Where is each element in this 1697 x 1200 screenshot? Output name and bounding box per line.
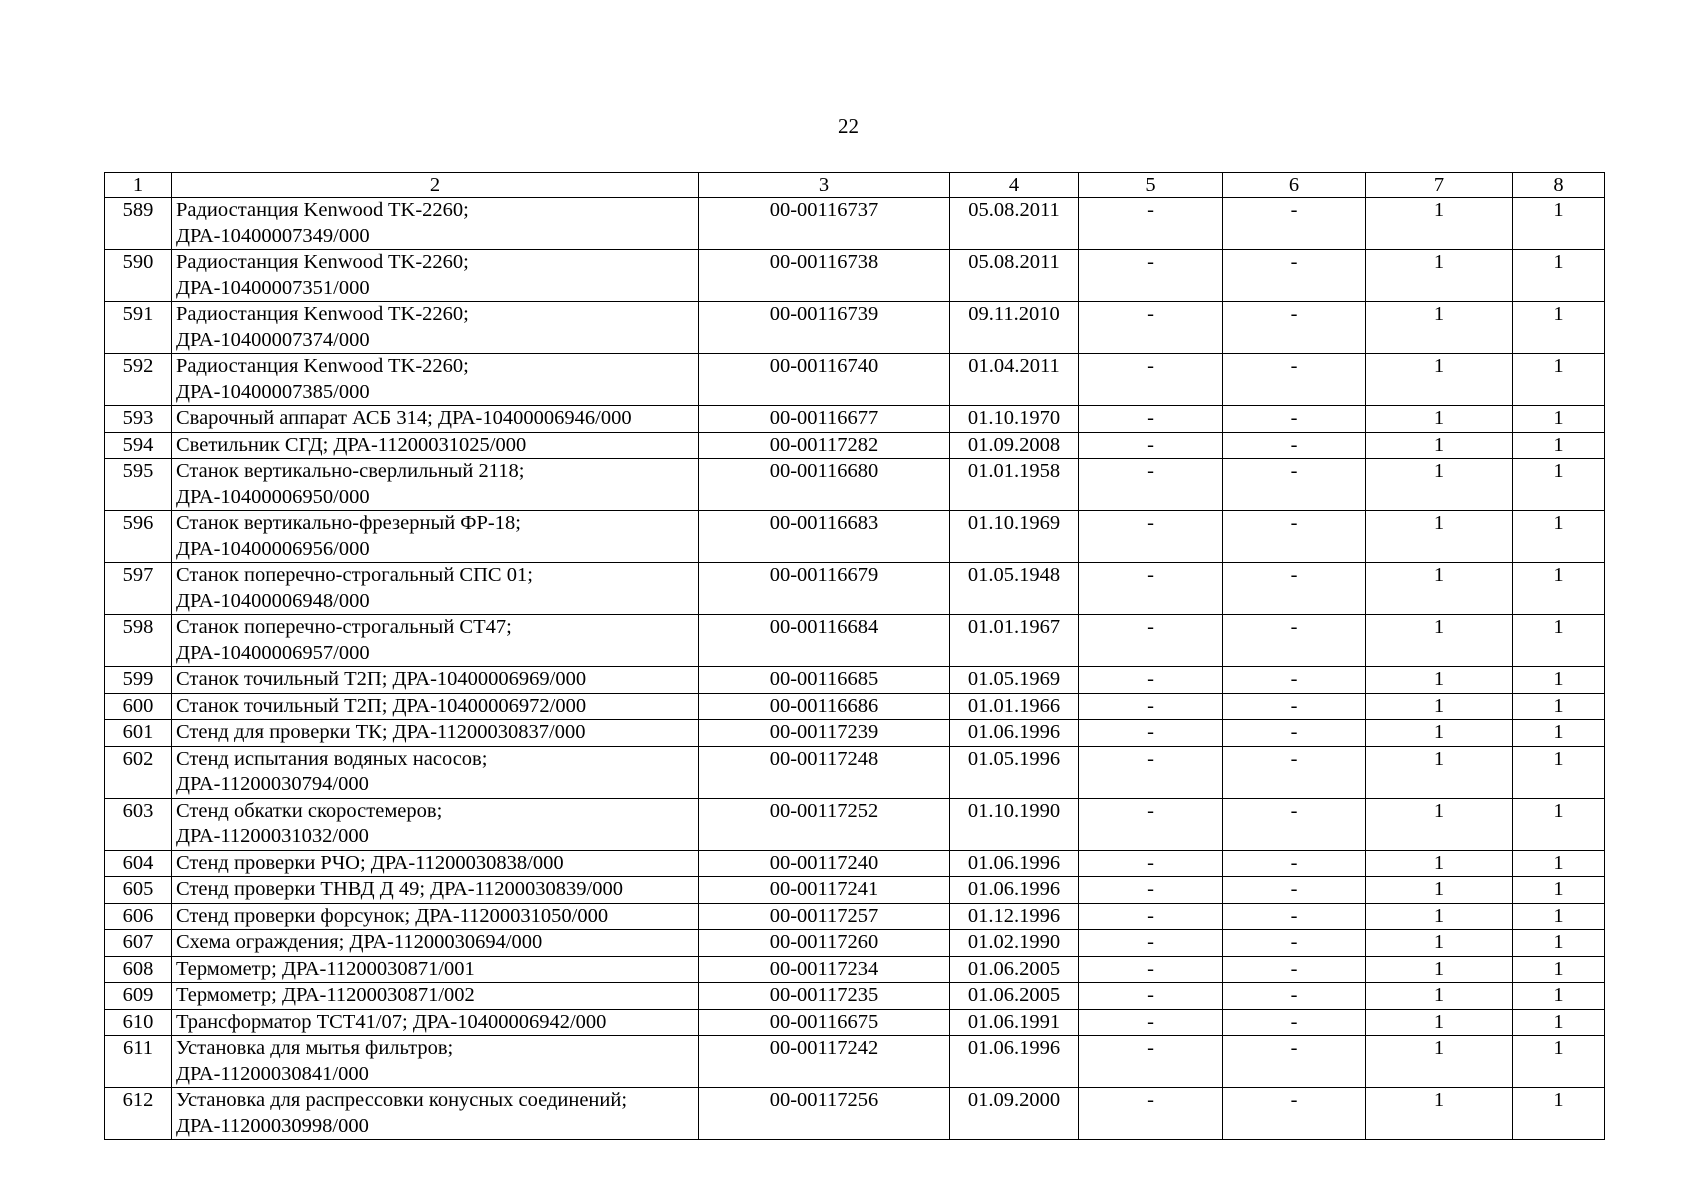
item-name-line: Стенд проверки РЧО; ДРА-11200030838/000 [176, 851, 564, 874]
column-5-cell: - [1079, 250, 1223, 302]
inventory-number-cell: 00-00116738 [699, 250, 950, 302]
row-number-cell: 604 [105, 850, 172, 877]
column-8-cell: 1 [1513, 1036, 1605, 1088]
column-7-cell: 1 [1366, 511, 1513, 563]
column-6-cell: - [1223, 406, 1366, 433]
item-name-cell [172, 250, 699, 302]
table-row [105, 354, 1605, 406]
date-cell: 01.09.2008 [950, 432, 1079, 459]
item-name-line: ДРА-10400006950/000 [176, 485, 370, 508]
column-6-cell: - [1223, 615, 1366, 667]
inventory-number-cell: 00-00116680 [699, 459, 950, 511]
column-5-cell: - [1079, 406, 1223, 433]
column-5-cell: - [1079, 667, 1223, 694]
item-name-line: Станок поперечно-строгальный СПС 01; [176, 564, 533, 586]
table-row [105, 1009, 1605, 1036]
item-name-cell [172, 693, 699, 720]
item-name-cell [172, 459, 699, 511]
item-name-cell [172, 667, 699, 694]
item-name-line: ДРА-11200030841/000 [176, 1062, 369, 1085]
column-header: 2 [172, 173, 699, 198]
date-cell: 01.10.1969 [950, 511, 1079, 563]
column-8-cell: 1 [1513, 302, 1605, 354]
inventory-number-cell: 00-00117241 [699, 877, 950, 904]
column-7-cell: 1 [1366, 798, 1513, 850]
item-name-line: Установка для мытья фильтров; [176, 1037, 454, 1059]
row-number-cell: 612 [105, 1088, 172, 1140]
inventory-number-cell: 00-00116740 [699, 354, 950, 406]
date-cell: 01.10.1970 [950, 406, 1079, 433]
column-5-cell: - [1079, 1009, 1223, 1036]
date-cell: 01.02.1990 [950, 930, 1079, 957]
column-7-cell: 1 [1366, 903, 1513, 930]
row-number-cell: 595 [105, 459, 172, 511]
column-6-cell: - [1223, 798, 1366, 850]
column-header: 6 [1223, 173, 1366, 198]
date-cell: 01.05.1948 [950, 563, 1079, 615]
row-number-cell: 609 [105, 983, 172, 1010]
item-name-line: Схема ограждения; ДРА-11200030694/000 [176, 931, 543, 953]
inventory-number-cell: 00-00116675 [699, 1009, 950, 1036]
column-8-cell: 1 [1513, 432, 1605, 459]
column-8-cell: 1 [1513, 615, 1605, 667]
column-5-cell: - [1079, 302, 1223, 354]
column-7-cell: 1 [1366, 746, 1513, 798]
row-number-cell: 602 [105, 746, 172, 798]
item-name-line: ДРА-10400006948/000 [176, 589, 370, 612]
column-8-cell: 1 [1513, 406, 1605, 433]
column-7-cell: 1 [1366, 720, 1513, 747]
column-header: 8 [1513, 173, 1605, 198]
inventory-number-cell: 00-00117257 [699, 903, 950, 930]
column-6-cell: - [1223, 1088, 1366, 1140]
column-7-cell: 1 [1366, 667, 1513, 694]
table-row [105, 563, 1605, 615]
inventory-number-cell: 00-00116683 [699, 511, 950, 563]
column-6-cell: - [1223, 1009, 1366, 1036]
item-name-cell [172, 850, 699, 877]
item-name-cell [172, 198, 699, 250]
row-number-cell: 599 [105, 667, 172, 694]
date-cell: 01.06.1996 [950, 1036, 1079, 1088]
table-row [105, 720, 1605, 747]
item-name-cell [172, 406, 699, 433]
column-7-cell: 1 [1366, 459, 1513, 511]
table-header-row [105, 173, 1605, 198]
table-row [105, 302, 1605, 354]
item-name-cell [172, 930, 699, 957]
table-row [105, 956, 1605, 983]
row-number-cell: 611 [105, 1036, 172, 1088]
item-name-cell [172, 432, 699, 459]
column-8-cell: 1 [1513, 250, 1605, 302]
inventory-number-cell: 00-00117242 [699, 1036, 950, 1088]
item-name-line: Установка для распрессовки конусных соединений; [176, 1089, 628, 1111]
column-8-cell: 1 [1513, 354, 1605, 406]
row-number-cell: 608 [105, 956, 172, 983]
column-6-cell: - [1223, 432, 1366, 459]
date-cell: 01.04.2011 [950, 354, 1079, 406]
column-8-cell: 1 [1513, 798, 1605, 850]
row-number-cell: 600 [105, 693, 172, 720]
inventory-number-cell: 00-00116677 [699, 406, 950, 433]
inventory-number-cell: 00-00116686 [699, 693, 950, 720]
date-cell: 01.06.1996 [950, 720, 1079, 747]
column-5-cell: - [1079, 459, 1223, 511]
column-5-cell: - [1079, 198, 1223, 250]
column-6-cell: - [1223, 511, 1366, 563]
inventory-number-cell: 00-00117248 [699, 746, 950, 798]
column-6-cell: - [1223, 983, 1366, 1010]
row-number-cell: 598 [105, 615, 172, 667]
column-6-cell: - [1223, 354, 1366, 406]
table-row [105, 198, 1605, 250]
column-6-cell: - [1223, 720, 1366, 747]
column-6-cell: - [1223, 693, 1366, 720]
column-5-cell: - [1079, 1036, 1223, 1088]
column-6-cell: - [1223, 459, 1366, 511]
column-5-cell: - [1079, 720, 1223, 747]
column-5-cell: - [1079, 432, 1223, 459]
item-name-line: Радиостанция Kenwood TK-2260; [176, 251, 469, 273]
item-name-line: ДРА-10400006957/000 [176, 641, 370, 664]
column-8-cell: 1 [1513, 956, 1605, 983]
item-name-line: ДРА-10400007349/000 [176, 224, 370, 247]
row-number-cell: 590 [105, 250, 172, 302]
column-5-cell: - [1079, 1088, 1223, 1140]
column-8-cell: 1 [1513, 983, 1605, 1010]
row-number-cell: 603 [105, 798, 172, 850]
table-row [105, 983, 1605, 1010]
column-5-cell: - [1079, 930, 1223, 957]
date-cell: 01.06.1996 [950, 850, 1079, 877]
column-5-cell: - [1079, 693, 1223, 720]
table-row [105, 877, 1605, 904]
item-name-line: Радиостанция Kenwood TK-2260; [176, 355, 469, 377]
row-number-cell: 610 [105, 1009, 172, 1036]
column-7-cell: 1 [1366, 877, 1513, 904]
table-row [105, 250, 1605, 302]
item-name-line: Термометр; ДРА-11200030871/002 [176, 984, 475, 1006]
column-5-cell: - [1079, 903, 1223, 930]
item-name-line: Светильник СГД; ДРА-11200031025/000 [176, 433, 527, 456]
table-row [105, 930, 1605, 957]
item-name-line: Термометр; ДРА-11200030871/001 [176, 957, 475, 980]
table-row [105, 406, 1605, 433]
table-row [105, 1036, 1605, 1088]
table-row [105, 432, 1605, 459]
date-cell: 01.05.1996 [950, 746, 1079, 798]
item-name-line: Станок точильный Т2П; ДРА-10400006972/000 [176, 694, 587, 717]
inventory-number-cell: 00-00116684 [699, 615, 950, 667]
table-row [105, 746, 1605, 798]
item-name-cell [172, 302, 699, 354]
row-number-cell: 601 [105, 720, 172, 747]
column-6-cell: - [1223, 667, 1366, 694]
item-name-line: Стенд обкатки скоростемеров; [176, 799, 443, 822]
table-row [105, 511, 1605, 563]
asset-table [104, 172, 1605, 1140]
column-8-cell: 1 [1513, 667, 1605, 694]
inventory-number-cell: 00-00116685 [699, 667, 950, 694]
column-6-cell: - [1223, 1036, 1366, 1088]
date-cell: 01.06.1991 [950, 1009, 1079, 1036]
table-body [105, 198, 1605, 1140]
column-6-cell: - [1223, 930, 1366, 957]
column-5-cell: - [1079, 563, 1223, 615]
row-number-cell: 597 [105, 563, 172, 615]
column-5-cell: - [1079, 798, 1223, 850]
column-8-cell: 1 [1513, 693, 1605, 720]
column-8-cell: 1 [1513, 877, 1605, 904]
item-name-cell [172, 956, 699, 983]
inventory-number-cell: 00-00117239 [699, 720, 950, 747]
column-7-cell: 1 [1366, 850, 1513, 877]
column-6-cell: - [1223, 956, 1366, 983]
item-name-cell [172, 877, 699, 904]
item-name-cell [172, 511, 699, 563]
column-6-cell: - [1223, 903, 1366, 930]
item-name-line: Станок поперечно-строгальный СТ47; [176, 616, 512, 638]
row-number-cell: 606 [105, 903, 172, 930]
item-name-line: Станок точильный Т2П; ДРА-10400006969/000 [176, 668, 587, 690]
inventory-number-cell: 00-00116737 [699, 198, 950, 250]
item-name-cell [172, 1036, 699, 1088]
column-5-cell: - [1079, 877, 1223, 904]
column-header: 5 [1079, 173, 1223, 198]
column-7-cell: 1 [1366, 302, 1513, 354]
column-5-cell: - [1079, 746, 1223, 798]
column-8-cell: 1 [1513, 930, 1605, 957]
item-name-line: Станок вертикально-фрезерный ФР-18; [176, 512, 521, 534]
item-name-line: Стенд для проверки ТК; ДРА-11200030837/000 [176, 721, 586, 743]
item-name-line: ДРА-10400007385/000 [176, 380, 370, 403]
column-5-cell: - [1079, 850, 1223, 877]
table-row [105, 615, 1605, 667]
item-name-line: Трансформатор ТСТ41/07; ДРА-10400006942/000 [176, 1010, 607, 1033]
item-name-line: ДРА-10400007374/000 [176, 328, 370, 351]
inventory-number-cell: 00-00116679 [699, 563, 950, 615]
inventory-number-cell: 00-00117252 [699, 798, 950, 850]
column-8-cell: 1 [1513, 903, 1605, 930]
column-7-cell: 1 [1366, 406, 1513, 433]
date-cell: 01.01.1958 [950, 459, 1079, 511]
row-number-cell: 596 [105, 511, 172, 563]
table-row [105, 693, 1605, 720]
column-7-cell: 1 [1366, 1009, 1513, 1036]
inventory-number-cell: 00-00116739 [699, 302, 950, 354]
item-name-line: ДРА-11200030794/000 [176, 773, 369, 795]
date-cell: 01.06.1996 [950, 877, 1079, 904]
table-row [105, 1088, 1605, 1140]
item-name-cell [172, 983, 699, 1010]
row-number-cell: 592 [105, 354, 172, 406]
row-number-cell: 605 [105, 877, 172, 904]
column-5-cell: - [1079, 511, 1223, 563]
column-7-cell: 1 [1366, 563, 1513, 615]
column-7-cell: 1 [1366, 930, 1513, 957]
column-6-cell: - [1223, 850, 1366, 877]
column-6-cell: - [1223, 198, 1366, 250]
item-name-cell [172, 903, 699, 930]
item-name-line: Стенд проверки ТНВД Д 49; ДРА-11200030839/000 [176, 878, 624, 900]
inventory-number-cell: 00-00117282 [699, 432, 950, 459]
item-name-line: Радиостанция Kenwood TK-2260; [176, 199, 469, 221]
item-name-cell [172, 563, 699, 615]
date-cell: 01.01.1967 [950, 615, 1079, 667]
column-7-cell: 1 [1366, 432, 1513, 459]
inventory-number-cell: 00-00117240 [699, 850, 950, 877]
table-row [105, 850, 1605, 877]
column-7-cell: 1 [1366, 1088, 1513, 1140]
row-number-cell: 591 [105, 302, 172, 354]
column-5-cell: - [1079, 956, 1223, 983]
row-number-cell: 593 [105, 406, 172, 433]
table-row [105, 798, 1605, 850]
date-cell: 01.05.1969 [950, 667, 1079, 694]
item-name-cell [172, 1088, 699, 1140]
column-7-cell: 1 [1366, 354, 1513, 406]
inventory-number-cell: 00-00117234 [699, 956, 950, 983]
column-7-cell: 1 [1366, 250, 1513, 302]
column-8-cell: 1 [1513, 511, 1605, 563]
column-5-cell: - [1079, 354, 1223, 406]
item-name-cell [172, 1009, 699, 1036]
column-8-cell: 1 [1513, 850, 1605, 877]
item-name-cell [172, 798, 699, 850]
column-6-cell: - [1223, 563, 1366, 615]
column-5-cell: - [1079, 615, 1223, 667]
column-header: 4 [950, 173, 1079, 198]
column-8-cell: 1 [1513, 1009, 1605, 1036]
date-cell: 01.10.1990 [950, 798, 1079, 850]
item-name-line: ДРА-11200030998/000 [176, 1114, 369, 1137]
column-8-cell: 1 [1513, 198, 1605, 250]
item-name-cell [172, 354, 699, 406]
column-8-cell: 1 [1513, 746, 1605, 798]
inventory-number-cell: 00-00117235 [699, 983, 950, 1010]
row-number-cell: 607 [105, 930, 172, 957]
column-6-cell: - [1223, 302, 1366, 354]
row-number-cell: 594 [105, 432, 172, 459]
column-header: 3 [699, 173, 950, 198]
item-name-line: Радиостанция Kenwood TK-2260; [176, 303, 469, 325]
date-cell: 05.08.2011 [950, 198, 1079, 250]
inventory-number-cell: 00-00117256 [699, 1088, 950, 1140]
column-8-cell: 1 [1513, 459, 1605, 511]
column-7-cell: 1 [1366, 1036, 1513, 1088]
item-name-line: Стенд проверки форсунок; ДРА-11200031050/000 [176, 904, 609, 927]
column-7-cell: 1 [1366, 615, 1513, 667]
date-cell: 01.01.1966 [950, 693, 1079, 720]
inventory-number-cell: 00-00117260 [699, 930, 950, 957]
date-cell: 01.06.2005 [950, 983, 1079, 1010]
column-7-cell: 1 [1366, 198, 1513, 250]
column-6-cell: - [1223, 877, 1366, 904]
item-name-line: Стенд испытания водяных насосов; [176, 747, 488, 770]
item-name-cell [172, 720, 699, 747]
column-6-cell: - [1223, 746, 1366, 798]
column-header: 7 [1366, 173, 1513, 198]
date-cell: 01.09.2000 [950, 1088, 1079, 1140]
item-name-line: Сварочный аппарат АСБ 314; ДРА-10400006946/000 [176, 407, 632, 429]
item-name-cell [172, 746, 699, 798]
page-number: 22 [838, 114, 859, 138]
date-cell: 05.08.2011 [950, 250, 1079, 302]
column-8-cell: 1 [1513, 563, 1605, 615]
column-6-cell: - [1223, 250, 1366, 302]
column-8-cell: 1 [1513, 1088, 1605, 1140]
item-name-cell [172, 615, 699, 667]
item-name-line: Станок вертикально-сверлильный 2118; [176, 460, 525, 482]
date-cell: 01.06.2005 [950, 956, 1079, 983]
item-name-line: ДРА-10400007351/000 [176, 276, 370, 299]
date-cell: 09.11.2010 [950, 302, 1079, 354]
item-name-line: ДРА-10400006956/000 [176, 537, 370, 560]
column-7-cell: 1 [1366, 693, 1513, 720]
column-8-cell: 1 [1513, 720, 1605, 747]
date-cell: 01.12.1996 [950, 903, 1079, 930]
column-5-cell: - [1079, 983, 1223, 1010]
column-7-cell: 1 [1366, 983, 1513, 1010]
column-header: 1 [105, 173, 172, 198]
column-7-cell: 1 [1366, 956, 1513, 983]
item-name-line: ДРА-11200031032/000 [176, 825, 369, 847]
table-row [105, 459, 1605, 511]
table-row [105, 903, 1605, 930]
row-number-cell: 589 [105, 198, 172, 250]
table-row [105, 667, 1605, 694]
